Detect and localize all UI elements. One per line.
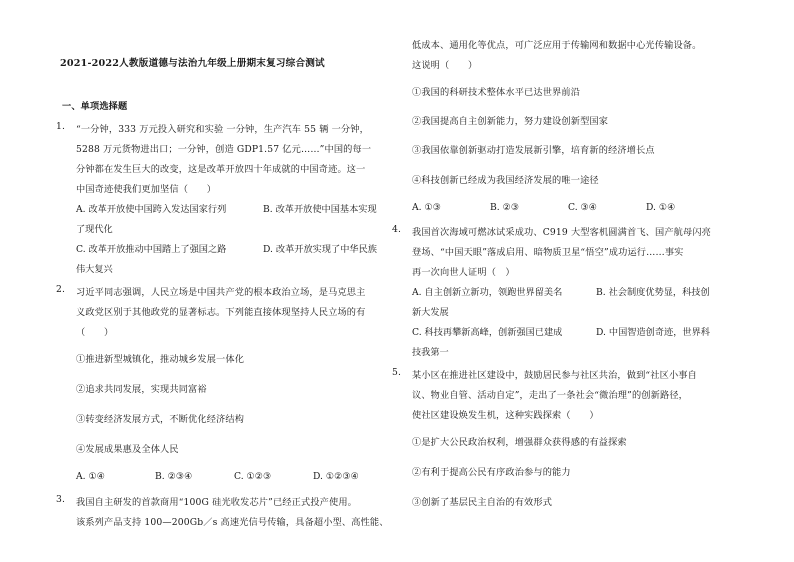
option-a[interactable]: A. 自主创新立新功，领跑世界留美名 (412, 287, 563, 298)
option-c[interactable]: C. 科技再攀新高峰，创新强国已建成 (412, 327, 563, 338)
statement-item: ②有利于提高公民有序政治参与的能力 (412, 467, 571, 478)
question-text-line: 我国首次海域可燃冰试采成功、C919 大型客机圆满首飞、国产航母闪亮 (412, 227, 712, 238)
option-a[interactable]: A. 改革开放使中国跨入发达国家行列 (76, 204, 227, 215)
statement-item: ③创新了基层民主自治的有效形式 (412, 497, 553, 508)
option-d-continued: 伟大复兴 (76, 264, 113, 275)
option-b-continued: 了现代化 (76, 224, 113, 235)
statement-item: ③我国依靠创新驱动打造发展新引擎，培育新的经济增长点 (412, 145, 655, 156)
exam-title: 2021-2022人教版道德与法治九年级上册期末复习综合测试 (60, 58, 325, 69)
option-b-continued: 新大发展 (412, 307, 449, 318)
question-text-line: “一分钟，333 万元投入研究和实验 一分钟，生产汽车 55 辆 一分钟， (76, 124, 369, 135)
option-d[interactable]: D. 中国智造创奇迹，世界科 (596, 327, 710, 338)
question-number: 5. (392, 367, 402, 378)
option-b[interactable]: B. 社会制度优势显，科技创 (596, 287, 710, 298)
statement-item: ①我国的科研技术整体水平已达世界前沿 (412, 87, 581, 98)
question-text-line: 某小区在推进社区建设中，鼓励居民参与社区共治，做到“社区小事自 (412, 370, 697, 381)
question-text-line: 再一次向世人证明（ ） (412, 267, 515, 278)
option-a[interactable]: A. ①③ (412, 202, 441, 213)
option-a[interactable]: A. ①④ (76, 471, 105, 482)
option-b[interactable]: B. ②③ (490, 202, 520, 213)
statement-item: ②我国提高自主创新能力，努力建设创新型国家 (412, 116, 609, 127)
option-d-continued: 技我第一 (412, 347, 449, 358)
option-d[interactable]: D. 改革开放实现了中华民族 (263, 244, 377, 255)
left-column (56, 0, 412, 562)
question-text-line: 习近平同志强调，人民立场是中国共产党的根本政治立场，是马克思主 (76, 287, 366, 298)
question-text-line: （ ） (76, 327, 114, 338)
question-text-line: 这说明（ ） (412, 60, 478, 71)
statement-item: ④发展成果惠及全体人民 (76, 444, 179, 455)
question-text-line: 议、物业自管、活动自定”，走出了一条社会“微治理”的创新路径， (412, 390, 688, 401)
statement-item: ①推进新型城镇化，推动城乡发展一体化 (76, 354, 245, 365)
option-c[interactable]: C. ③④ (568, 202, 598, 213)
option-d[interactable]: D. ①④ (646, 202, 676, 213)
question-number: 4. (392, 224, 402, 235)
question-text-line: 5288 万元货物进出口；一分钟，创造 GDP1.57 亿元……”中国的每一 (76, 144, 372, 155)
option-b[interactable]: B. ②③④ (155, 471, 193, 482)
section-heading: 一、单项选择题 (62, 101, 128, 112)
question-text-line: 中国奇迹使我们更加坚信（ ） (76, 184, 217, 195)
question-text-line: 分钟都在发生巨大的改变，这是改革开放四十年成就的中国奇迹。这一 (76, 164, 366, 175)
option-c[interactable]: C. ①②③ (234, 471, 272, 482)
question-text-line: 登场、“中国天眼”落成启用、暗物质卫星“悟空”成功运行……事实 (412, 247, 684, 258)
question-number: 1. (56, 121, 66, 132)
question-text-line: 我国自主研发的首款商用“100G 硅光收发芯片”已经正式投产使用。 (76, 497, 358, 508)
question-text-line: 使社区建设焕发生机，这种实践探索（ ） (412, 410, 599, 421)
statement-item: ③转变经济发展方式，不断优化经济结构 (76, 414, 245, 425)
question-text-line: 低成本、通用化等优点，可广泛应用于传输网和数据中心光传输设备。 (412, 40, 702, 51)
statement-item: ②追求共同发展，实现共同富裕 (76, 384, 207, 395)
question-number: 3. (56, 494, 66, 505)
statement-item: ④科技创新已经成为我国经济发展的唯一途径 (412, 175, 599, 186)
option-b[interactable]: B. 改革开放使中国基本实现 (263, 204, 377, 215)
question-text-line: 该系列产品支持 100—200Gb／s 高速光信号传输，具备超小型、高性能、 (76, 517, 389, 528)
right-column (392, 0, 743, 562)
question-text-line: 义政党区别于其他政党的显著标志。下列能直接体现坚持人民立场的有 (76, 307, 366, 318)
option-c[interactable]: C. 改革开放推动中国踏上了强国之路 (76, 244, 227, 255)
option-d[interactable]: D. ①②③④ (313, 471, 359, 482)
question-number: 2. (56, 284, 66, 295)
statement-item: ①是扩大公民政治权利，增强群众获得感的有益探索 (412, 437, 627, 448)
